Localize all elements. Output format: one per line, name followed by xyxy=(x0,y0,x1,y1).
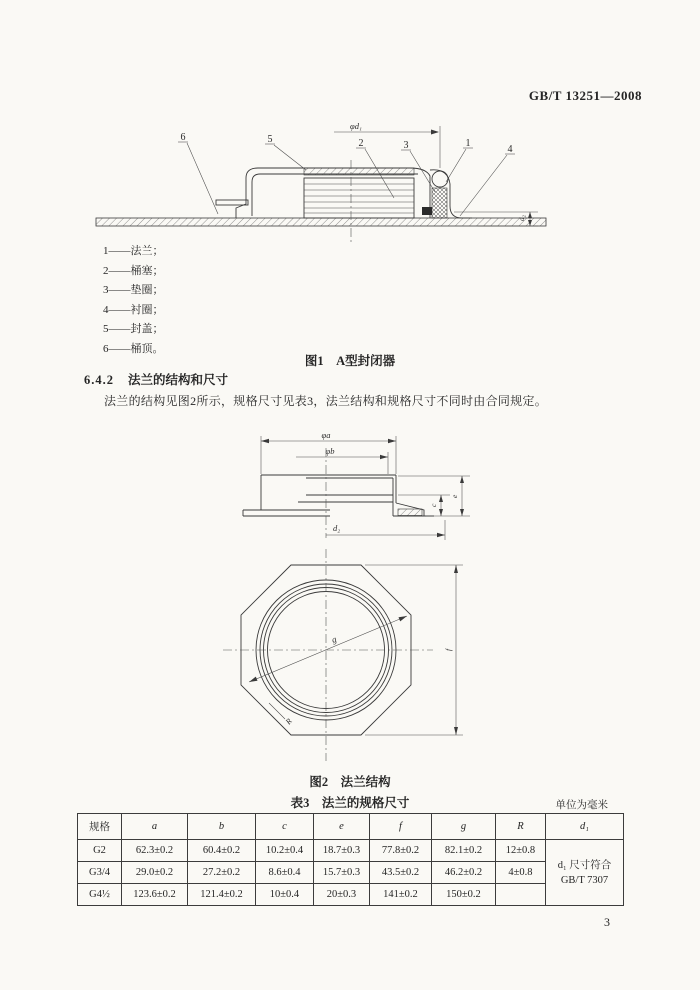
table-cell: 123.6±0.2 xyxy=(122,884,188,906)
table-header-row xyxy=(78,814,624,840)
table-cell: 15.7±0.3 xyxy=(314,862,370,884)
flange-curl xyxy=(422,170,472,218)
header-c: c xyxy=(256,814,314,840)
dim-label-R: R xyxy=(283,716,294,727)
dimension-R xyxy=(269,703,294,727)
table-cell: 12±0.8 xyxy=(496,840,546,862)
legend-item: 4——衬圈； xyxy=(103,303,164,316)
table-cell: 29.0±0.2 xyxy=(122,862,188,884)
d1-note-line1: d₁ 尺寸符合 xyxy=(557,859,612,871)
dim-label-phi-b: φb xyxy=(325,446,335,456)
table-cell: 60.4±0.2 xyxy=(188,840,256,862)
dim-label-phi-d1: φd₁ xyxy=(350,121,362,131)
table-cell: 77.8±0.2 xyxy=(370,840,432,862)
table-cell xyxy=(496,884,546,906)
figure2-caption: 图2 法兰结构 xyxy=(309,775,391,789)
table-cell: G4½ xyxy=(78,884,122,906)
table-cell: 18.7±0.3 xyxy=(314,840,370,862)
section-number: 6.4.2 xyxy=(84,373,114,387)
callout-2: 2 xyxy=(358,138,364,149)
callout-6: 6 xyxy=(180,132,186,143)
figure1-legend xyxy=(103,242,164,359)
callout-3: 3 xyxy=(403,140,409,151)
dimension-phi-d1 xyxy=(334,121,440,168)
legend-item: 3——垫圈； xyxy=(103,284,164,296)
dim-label-d2: d₂ xyxy=(333,523,341,533)
table-cell: 10±0.4 xyxy=(256,884,314,906)
header-f: f xyxy=(370,814,432,840)
d1-note-cell xyxy=(546,840,624,906)
standard-number: GB/T 13251—2008 xyxy=(528,88,642,103)
table-cell: 8.6±0.4 xyxy=(256,862,314,884)
table3-title: 表3 法兰的规格尺寸 xyxy=(290,796,410,810)
callout-1: 1 xyxy=(465,138,471,149)
table-cell: 46.2±0.2 xyxy=(432,862,496,884)
seal-cover xyxy=(216,168,430,218)
table-cell: 4±0.8 xyxy=(496,862,546,884)
table-cell: 10.2±0.4 xyxy=(256,840,314,862)
header-a: a xyxy=(122,814,188,840)
barrel-top-sheet xyxy=(96,218,546,226)
table-cell: 141±0.2 xyxy=(370,884,432,906)
legend-item: 5——封盖； xyxy=(103,323,164,335)
table-row xyxy=(78,840,624,862)
unit-note: 单位为毫米 xyxy=(555,800,608,811)
dim-label-g: g xyxy=(330,633,338,645)
gasket xyxy=(422,207,432,215)
section-heading xyxy=(84,370,228,388)
callout-4: 4 xyxy=(507,144,513,155)
table-cell: 20±0.3 xyxy=(314,884,370,906)
dim-label-f: f xyxy=(444,648,453,651)
table-cell: 27.2±0.2 xyxy=(188,862,256,884)
dim-label-c: c xyxy=(429,503,438,507)
header-g: g xyxy=(432,814,496,840)
table-row xyxy=(78,862,624,884)
header-e: e xyxy=(314,814,370,840)
table-row xyxy=(78,884,624,906)
table-cell: 121.4±0.2 xyxy=(188,884,256,906)
figure2-topview-drawing xyxy=(233,553,481,767)
header-spec: 规格 xyxy=(78,814,122,840)
d1-note-line2: GB/T 7307 xyxy=(560,874,609,886)
header-d1: d₁ xyxy=(546,814,624,840)
figure1-caption: 图1 A型封闭器 xyxy=(304,354,396,368)
table-cell: 62.3±0.2 xyxy=(122,840,188,862)
page-number: 3 xyxy=(604,915,610,929)
plug xyxy=(304,168,414,218)
table-cell: 43.5±0.2 xyxy=(370,862,432,884)
table-cell: 82.1±0.2 xyxy=(432,840,496,862)
figure1-drawing xyxy=(88,112,558,254)
table-cell: 150±0.2 xyxy=(432,884,496,906)
legend-item: 6——桶顶。 xyxy=(103,342,164,355)
dimension-d2-bottom xyxy=(326,520,445,540)
table-cell: G2 xyxy=(78,840,122,862)
header-R: R xyxy=(496,814,546,840)
callout-5: 5 xyxy=(267,134,273,145)
figure2-sideview-drawing xyxy=(238,430,478,552)
section-paragraph: 法兰的结构见图2所示，规格尺寸见表3，法兰结构和规格尺寸不同时由合同规定。 xyxy=(104,394,548,408)
header-b: b xyxy=(188,814,256,840)
dim-label-phi-a: φa xyxy=(321,430,331,440)
section-title: 法兰的结构和尺寸 xyxy=(128,373,229,387)
legend-item: 1——法兰； xyxy=(103,245,164,257)
dimension-phi-b xyxy=(296,446,388,474)
flange-body xyxy=(243,475,434,516)
table-cell: G3/4 xyxy=(78,862,122,884)
dim-label-d2: d₂ xyxy=(518,215,526,221)
legend-item: 2——桶塞； xyxy=(103,264,164,277)
dim-label-e: e xyxy=(450,494,459,498)
flange-spec-table xyxy=(77,813,624,906)
